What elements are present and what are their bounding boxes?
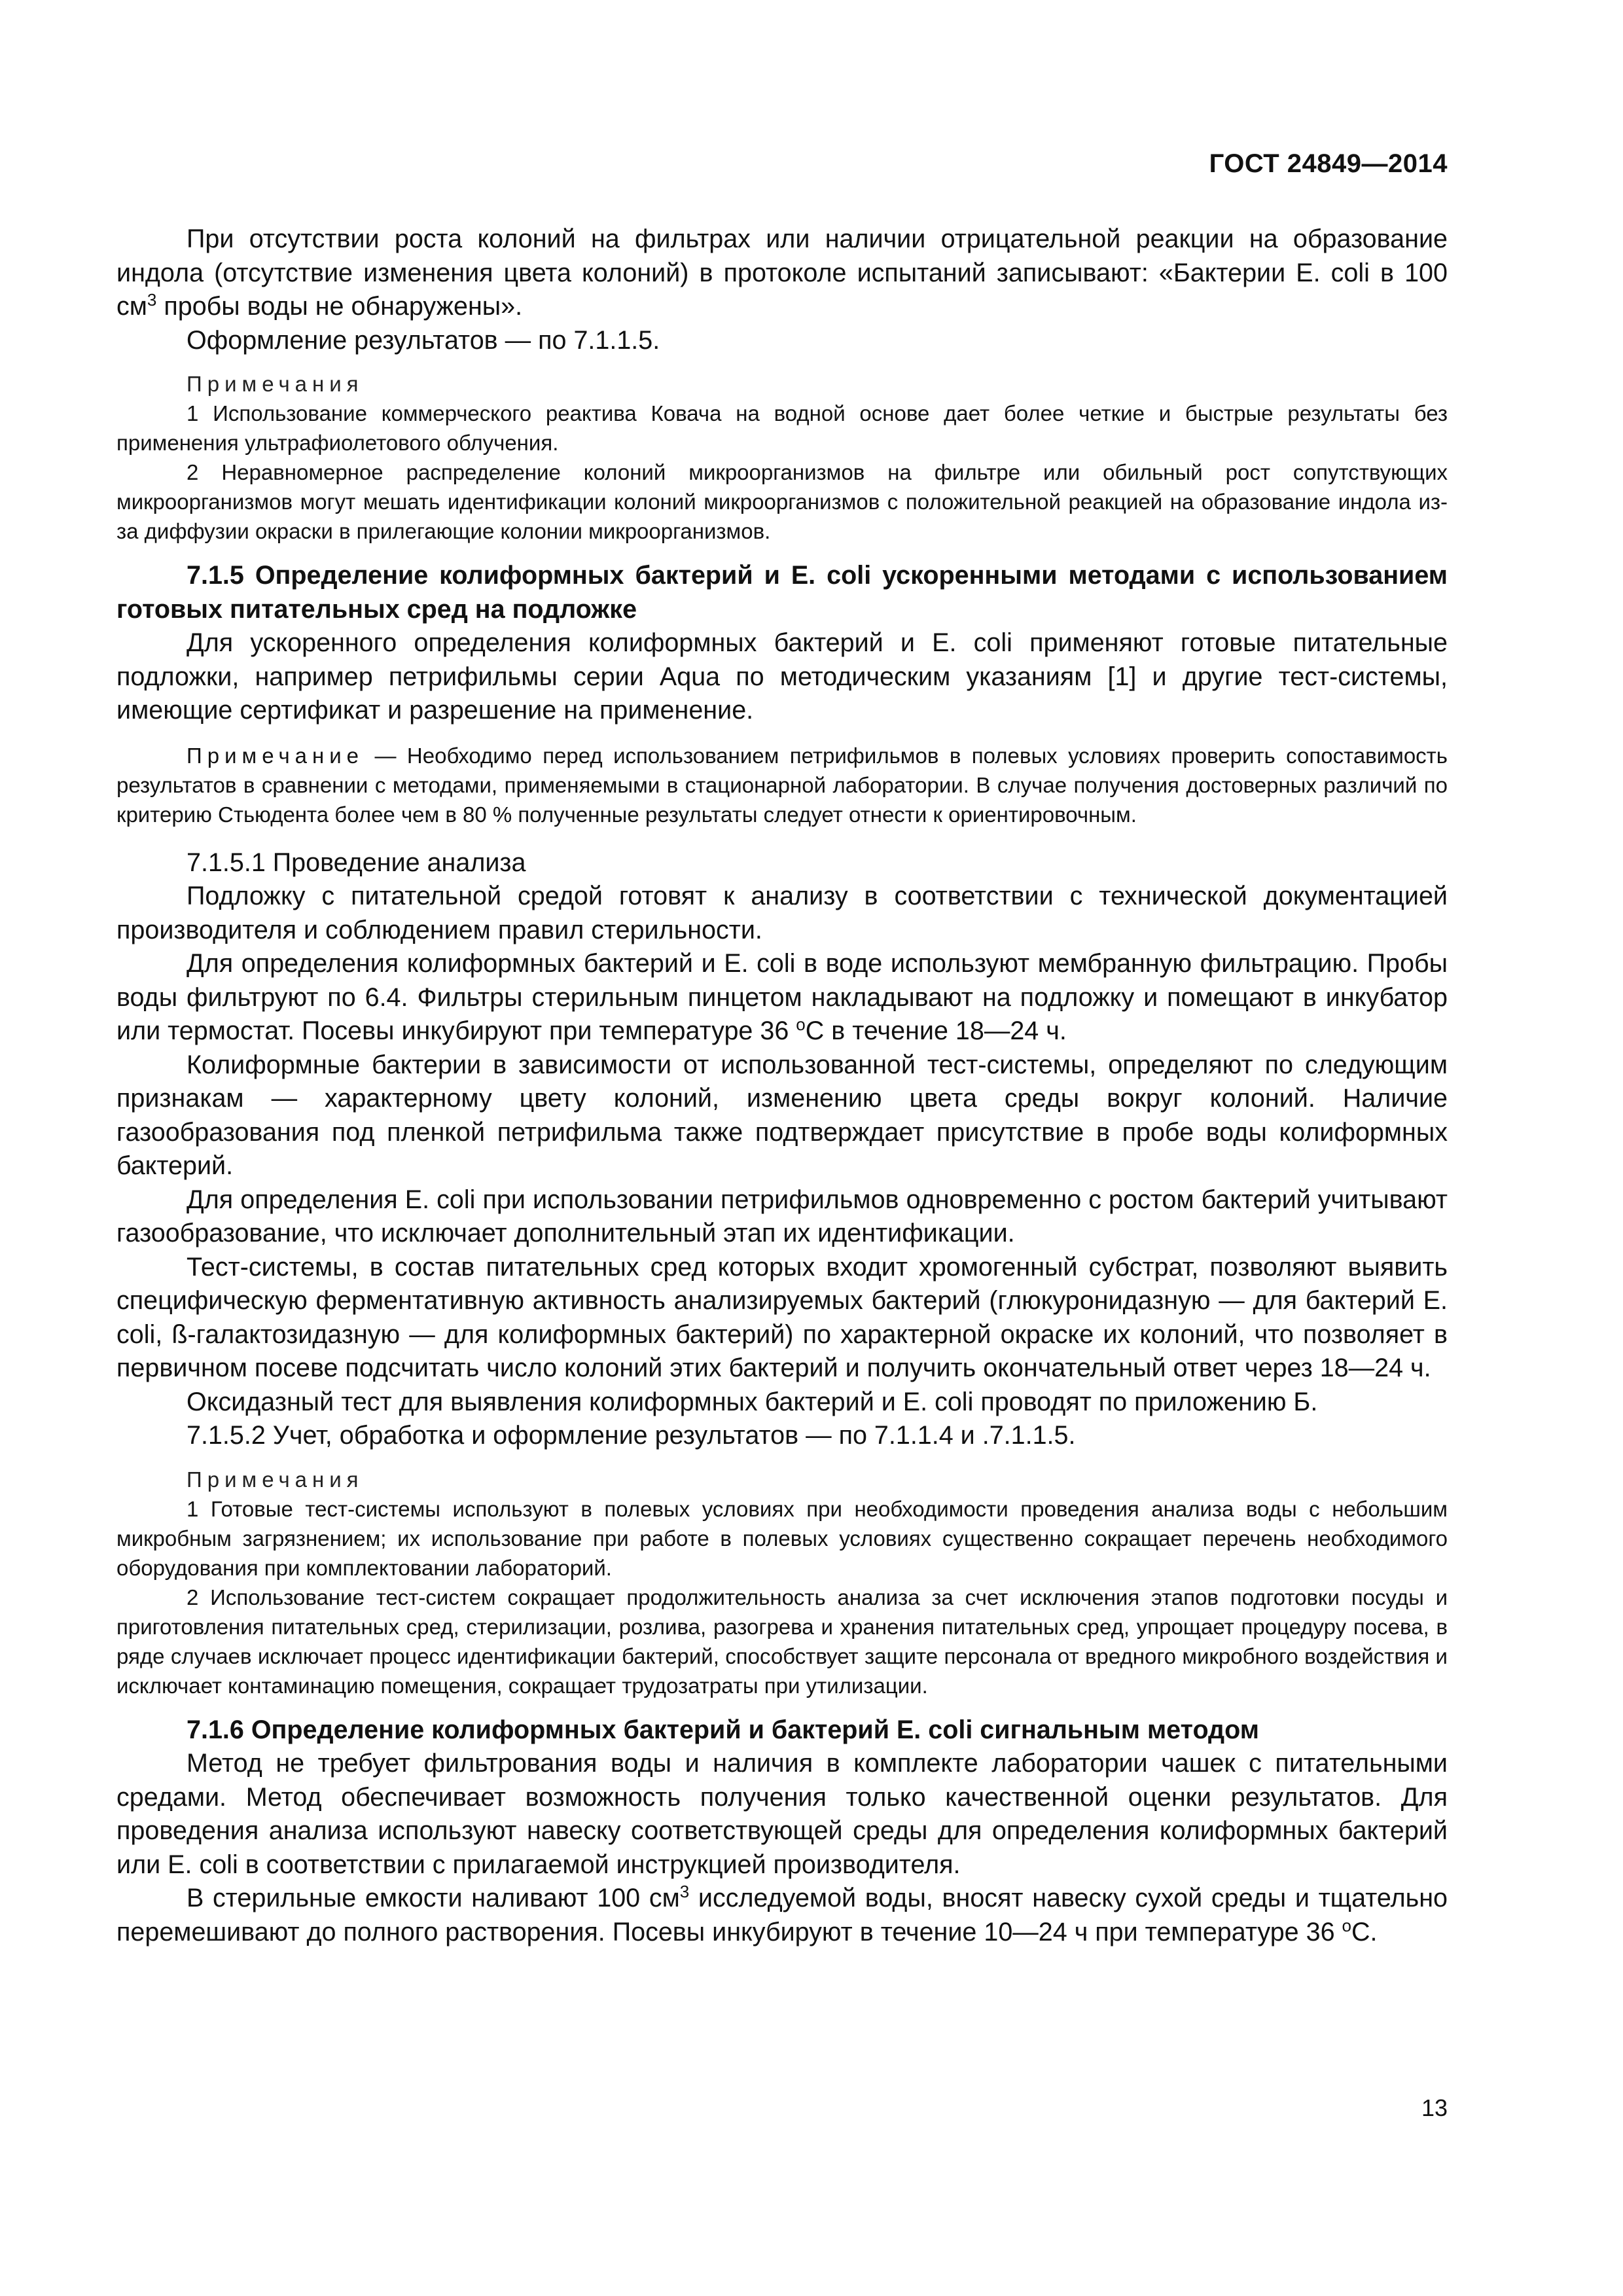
superscript: 3 xyxy=(147,290,157,310)
paragraph-results-ref: Оформление результатов — по 7.1.1.5. xyxy=(187,325,660,355)
text: С. xyxy=(1351,1917,1378,1946)
paragraph: Колиформные бактерии в зависимости от использованной тест-системы, определяют по следующим признакам — характерному цвету колоний, изменению цвета среды вокруг колоний. Наличие газообразования под пленкой петрифильма также подтверждает присутствие в пробе воды колиформных бактерий. xyxy=(116,1050,1448,1180)
text: пробы воды не обнаружены». xyxy=(156,292,523,321)
note-text: — Необходимо перед использованием петрифильмов в полевых условиях проверить сопоставимость результатов в сравнении с методами, применяемыми в стационарной лаборатории. В случае получения достоверных различий по критерию Стьюдента более чем в 80 % полученные результаты следует отнести к ориентировочным. xyxy=(116,743,1448,827)
subsection-heading-7-1-5-1: 7.1.5.1 Проведение анализа xyxy=(187,848,526,877)
paragraph xyxy=(116,1882,1448,1949)
note-label: Примечание xyxy=(187,743,365,768)
text: При отсутствии роста колоний на фильтрах или наличии отрицательной реакции на образование индола (отсутствие изменения цвета колоний) в протоколе испытаний записывают: «Бактерии E. coli в 100 см xyxy=(116,224,1448,321)
section-heading-7-1-6: 7.1.6 Определение колиформных бактерий и бактерий E. coli сигнальным методом xyxy=(187,1715,1259,1744)
superscript: о xyxy=(796,1014,806,1034)
paragraph: Оксидазный тест для выявления колиформных бактерий и E. coli проводят по приложению Б. xyxy=(187,1387,1318,1416)
note-item: 1 Готовые тест-системы используют в полевых условиях при необходимости проведения анализа воды с небольшим микробным загрязнением; их использование при работе в полевых условиях существенно сокращает перечень необходимого оборудования при комплектовании лабораторий. xyxy=(116,1496,1448,1580)
note-item: 2 Использование тест-систем сокращает продолжительность анализа за счет исключения этапов подготовки посуды и приготовления питательных сред, стерилизации, розлива, разогрева и хранения питательных сред, упрощает процедуру посева, в ряде случаев исключает процесс идентификации бактерий, способствует защите персонала от вредного микробного воздействия и исключает контаминацию помещения, сокращает трудозатраты при утилизации. xyxy=(116,1585,1448,1698)
notes-title: Примечания xyxy=(187,1467,364,1492)
text: В стерильные емкости наливают 100 см xyxy=(187,1884,680,1912)
notes-title: Примечания xyxy=(187,372,364,396)
subsection-heading-7-1-5-2: 7.1.5.2 Учет, обработка и оформление результатов — по 7.1.1.4 и .7.1.1.5. xyxy=(187,1421,1076,1450)
text: С в течение 18—24 ч. xyxy=(805,1016,1067,1045)
paragraph: Метод не требует фильтрования воды и наличия в комплекте лаборатории чашек с питательными средами. Метод обеспечивает возможность получения только качественной оценки результатов. Для проведения анализа используют навеску соответствующей среды для определения колиформных бактерий или E. coli в соответствии с прилагаемой инструкцией производителя. xyxy=(116,1749,1448,1879)
paragraph: Для определения E. coli при использовании петрифильмов одновременно с ростом бактерий учитывают газообразование, что исключает дополнительный этап их идентификации. xyxy=(116,1185,1448,1247)
document-code-header: ГОСТ 24849—2014 xyxy=(1209,149,1448,178)
note-item: 2 Неравномерное распределение колоний микроорганизмов на фильтре или обильный рост сопутствующих микроорганизмов могут мешать идентификации колоний микроорганизмов с положительной реакцией на образование индола из-за диффузии окраски в прилегающие колонии микроорганизмов. xyxy=(116,460,1448,543)
page-number: 13 xyxy=(1421,2094,1448,2121)
section-heading-7-1-5: 7.1.5 Определение колиформных бактерий и E. coli ускоренными методами с использованием готовых питательных сред на подложке xyxy=(116,561,1448,624)
paragraph: Для ускоренного определения колиформных бактерий и E. coli применяют готовые питательные подложки, например петрифильмы серии Aqua по методическим указаниям [1] и другие тест-системы, имеющие сертификат и разрешение на применение. xyxy=(116,628,1448,725)
note-inline xyxy=(116,741,1448,829)
text: Для определения колиформных бактерий и E. coli в воде используют мембранную фильтрацию. Пробы воды фильтруют по 6.4. Фильтры стерильным пинцетом накладывают на подложку и помещают в инкубатор или термостат. Посевы инкубируют при температуре 36 xyxy=(116,949,1448,1045)
paragraph: Тест-системы, в состав питательных сред которых входит хромогенный субстрат, позволяют выявить специфическую ферментативную активность анализируемых бактерий (глюкуронидазную — для бактерий E. coli, ß-галактозидазную — для колиформных бактерий) по характерной окраске их колоний, что позволяет в первичном посеве подсчитать число колоний этих бактерий и получить окончательный ответ через 18—24 ч. xyxy=(116,1252,1448,1382)
text: исследуемой воды, вносят навеску сухой среды и тщательно перемешивают до полного растворения. Посевы инкубируют в течение 10—24 ч при температуре 36 xyxy=(116,1884,1448,1946)
superscript: 3 xyxy=(679,1882,690,1901)
note-item: 1 Использование коммерческого реактива Ковача на водной основе дает более четкие и быстрые результаты без применения ультрафиолетового облучения. xyxy=(116,401,1448,455)
paragraph-no-growth xyxy=(116,223,1448,324)
paragraph xyxy=(116,947,1448,1049)
paragraph: Подложку с питательной средой готовят к анализу в соответствии с технической документацией производителя и соблюдением правил стерильности. xyxy=(116,882,1448,944)
superscript: о xyxy=(1342,1915,1351,1935)
page-content xyxy=(116,223,1448,1949)
